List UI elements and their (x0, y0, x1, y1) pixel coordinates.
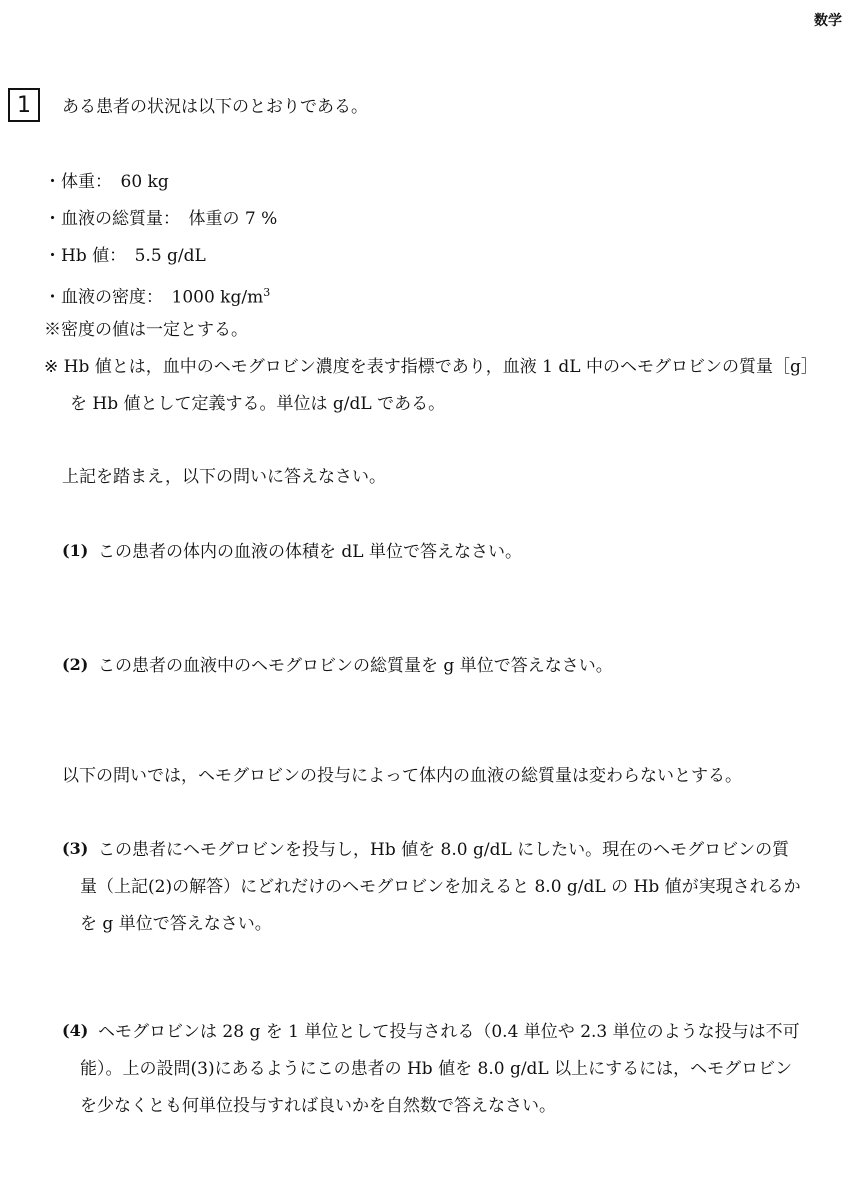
problem-intro: ある患者の状況は以下のとおりである。 (62, 97, 368, 117)
q2-label: (2) (62, 655, 89, 674)
note-hb-definition-cont: を Hb 値として定義する。単位は g/dL である。 (70, 394, 446, 414)
q1-label: (1) (62, 541, 89, 560)
q3-label: (3) (62, 839, 89, 858)
condition-density (44, 281, 270, 310)
problem-number-box (8, 88, 40, 122)
density-exponent: 3 (263, 286, 271, 299)
q3-line3: を g 単位で答えなさい。 (80, 914, 272, 934)
condition-weight: ・体重： 60 kg (44, 172, 169, 192)
condition2-text: 以下の問いでは，ヘモグロビンの投与によって体内の血液の総質量は変わらないとする。 (62, 766, 742, 786)
condition-density-text: ・血液の密度： 1000 kg/m (44, 287, 264, 308)
condition-hb: ・Hb 値： 5.5 g/dL (44, 246, 206, 266)
lead-text: 上記を踏まえ，以下の問いに答えなさい。 (62, 467, 387, 487)
problem-number: 1 (17, 92, 31, 118)
q4-line2: 能）。上の設問(3)にあるようにこの患者の Hb 値を 8.0 g/dL 以上にするには，ヘモグロビン (80, 1059, 793, 1079)
q3-line2: 量（上記(2)の解答）にどれだけのヘモグロビンを加えると 8.0 g/dL の Hb 値が実現されるか (80, 877, 801, 897)
q4-line1: ヘモグロビンは 28 g を 1 単位として投与される（0.4 単位や 2.3 単位のような投与は不可 (98, 1022, 800, 1042)
subject-label: 数学 (814, 13, 842, 29)
q1-text: この患者の体内の血液の体積を dL 単位で答えなさい。 (98, 542, 522, 562)
condition-blood-mass: ・血液の総質量： 体重の 7 % (44, 209, 278, 229)
note-density: ※密度の値は一定とする。 (44, 320, 248, 340)
q3-line1: この患者にヘモグロビンを投与し，Hb 値を 8.0 g/dL にしたい。現在のヘモグロビンの質 (98, 840, 790, 860)
q4-line3: を少なくとも何単位投与すれば良いかを自然数で答えなさい。 (80, 1096, 556, 1116)
q4-label: (4) (62, 1021, 89, 1040)
note-hb-definition: ※ Hb 値とは，血中のヘモグロビン濃度を表す指標であり，血液 1 dL 中のヘモグロビンの質量［g］ (44, 357, 818, 377)
q2-text: この患者の血液中のヘモグロビンの総質量を g 単位で答えなさい。 (98, 656, 613, 676)
